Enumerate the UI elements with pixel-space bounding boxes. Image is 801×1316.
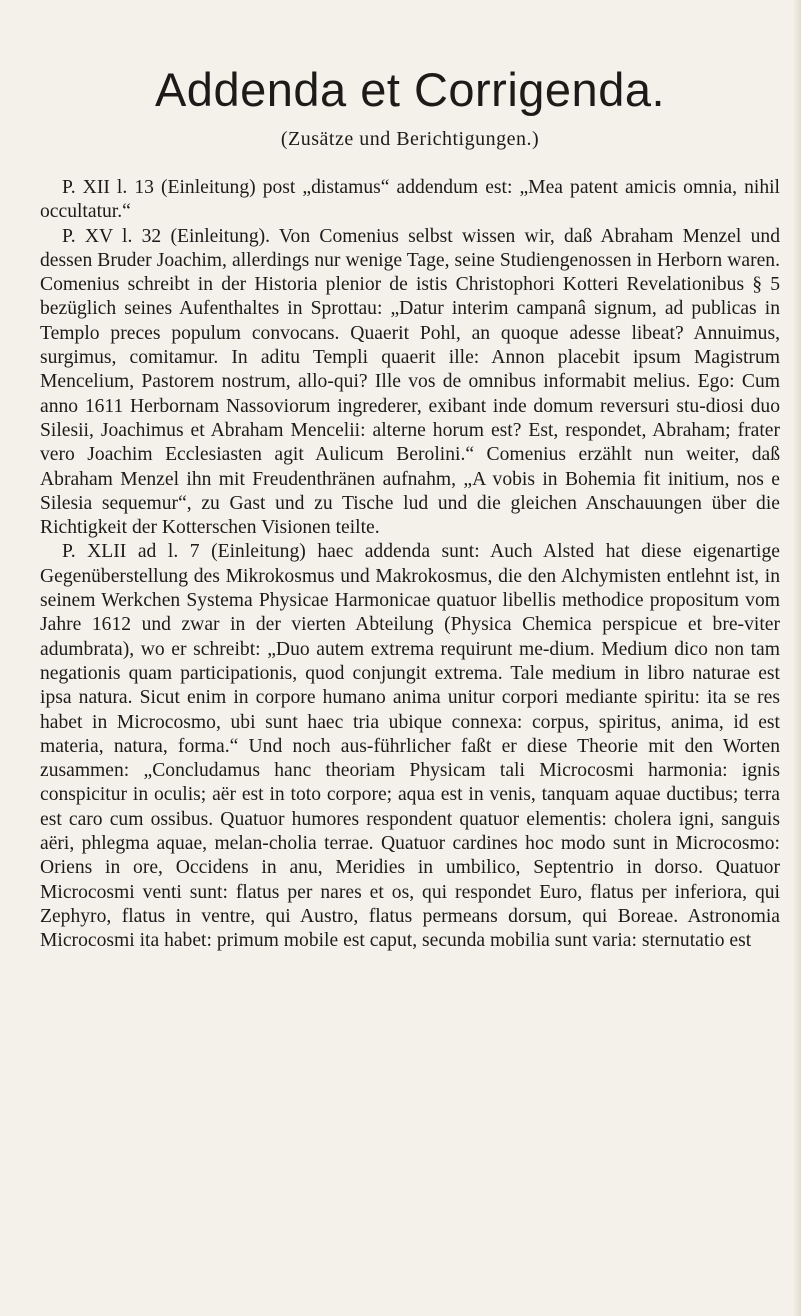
corrigendum-paragraph: P. XV l. 32 (Einleitung). Von Comenius selbst wissen wir, daß Abraham Menzel und dessen Bruder Joachim, allerdings nur wenige Tage, seine Studiengenossen in Herborn waren. Comenius schreibt in der Historia plenior de istis Christophori Kotteri Revelationibus § 5 bezüglich seines Aufenthaltes in Sprottau: „Datur interim campanâ signum, ad publicas in Templo preces populum convocans. Quaerit Pohl, an quoque adesse libeat? Annuimus, surgimus, comitamur. In aditu Templi quaerit ille: Annon placebit ipsum Magistrum Mencelium, Pastorem nostrum, allo-qui? Ille vos de omnibus informabit melius. Ego: Cum anno 1611 Herbornam Nassoviorum ingrederer, exibant inde domum reversuri stu-diosi duo Silesii, Joachimus et Abraham Mencelii: alterne horum est? Est, respondet, Abraham; frater vero Joachim Ecclesiasten agit Aulicum Berolini.“ Comenius erzählt nun weiter, daß Abraham Menzel ihn mit Freudenthränen aufnahm, „A vobis in Bohemia fit initium, nos e Silesia sequemur“, zu Gast und zu Tische lud und die gleichen Anschauungen über die Richtigkeit der Kotterschen Visionen teilte.	[40, 225, 780, 539]
page-edge-shadow	[793, 0, 801, 1316]
corrigendum-paragraph: P. XLII ad l. 7 (Einleitung) haec addenda sunt: Auch Alsted hat diese eigenartige Gegenüberstellung des Mikrokosmus und Makrokosmus, die den Alchymisten entlehnt ist, in seinem Werkchen Systema Physicae Harmonicae quatuor libellis methodice propositum vom Jahre 1612 und zwar in der vierten Abteilung (Physica Chemica perspicue et bre-viter adumbrata), wo er schreibt: „Duo autem extrema requirunt me-dium. Medium dico non tam negationis quam participationis, quod conjungit extrema. Tale medium in libro naturae est ipsa natura. Sicut enim in corpore humano anima unitur corpori mediante spiritu: ita se res habet in Microcosmo, ubi sunt haec tria ubique connexa: corpus, spiritus, anima, id est materia, natura, forma.“ Und noch aus-führlicher faßt er diese Theorie mit den Worten zusammen: „Concludamus hanc theoriam Physicam tali Microcosmi harmonia: ignis conspicitur in oculis; aër est in toto corpore; aqua est in venis, tanquam aquae ductibus; terra est caro cum ossibus. Quatuor humores respondent quatuor elementis: cholera igni, sanguis aëri, phlegma aquae, melan-cholia terrae. Quatuor cardines hoc modo sunt in Microcosmo: Oriens in ore, Occidens in anu, Meridies in umbilico, Septentrio in dorso. Quatuor Microcosmi venti sunt: flatus per nares et os, qui respondet Euro, flatus per inferiora, qui Zephyro, flatus in ventre, qui Austro, flatus permeans dorsum, qui Boreae. Astronomia Microcosmi ita habet: primum mobile est caput, secunda mobilia sunt varia: sternutatio est	[40, 541, 780, 952]
page-title: Addenda et Corrigenda.	[154, 63, 666, 116]
page-subtitle: (Zusätze und Berichtigungen.)	[280, 128, 540, 150]
document-page	[40, 60, 780, 954]
corrigendum-paragraph: P. XII l. 13 (Einleitung) post „distamus“ addendum est: „Mea patent amicis omnia, nihil occultatur.“	[40, 177, 780, 223]
